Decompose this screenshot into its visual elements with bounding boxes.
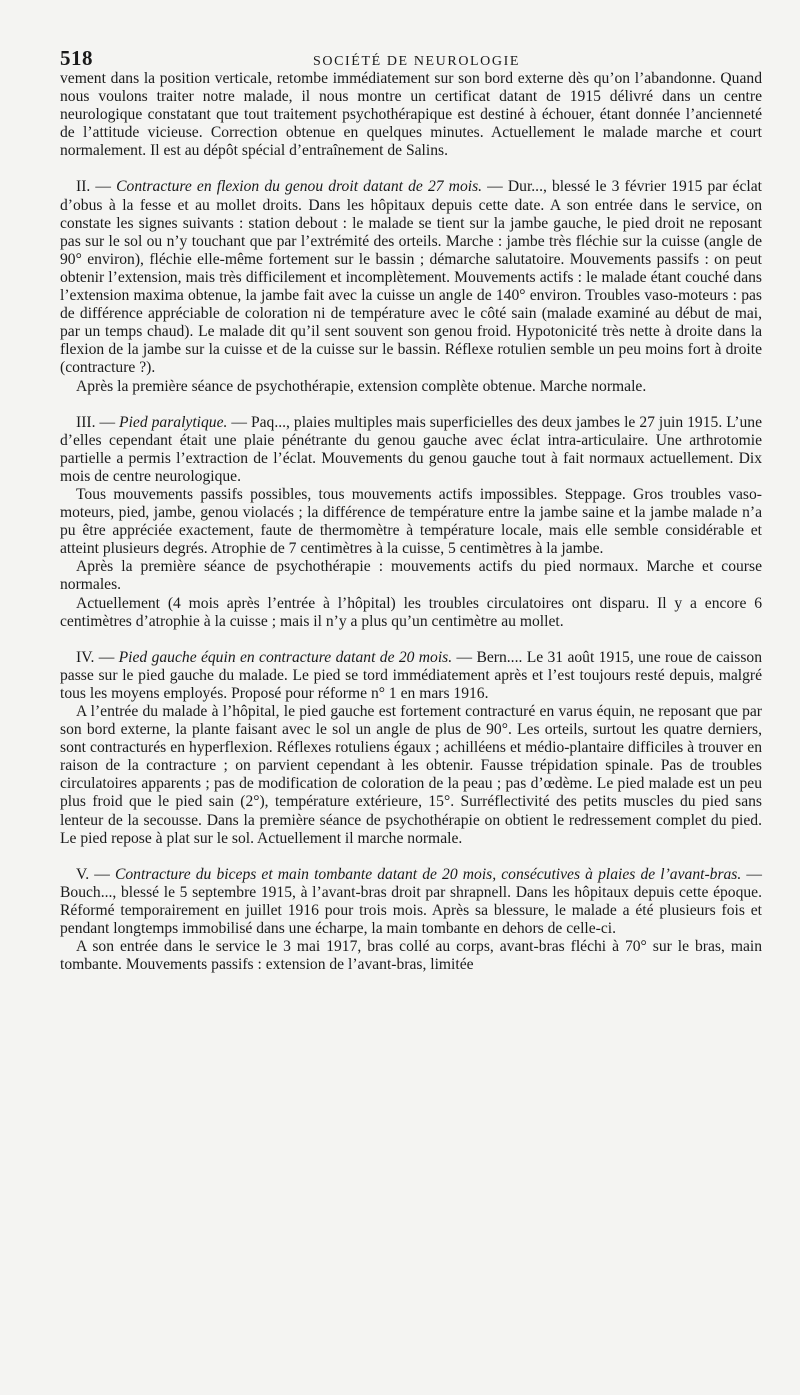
case-4-text: — Bern.... Le 31 août 1915, une roue de caisson passe sur le pied gauche du malade. Le pied se tord immédiatement après et l’est toujours resté depuis, malgré tous les moyens employés. Proposé pour réforme n° 1 en mars 1916.: [60, 648, 763, 702]
case-3-result: Après la première séance de psychothérapie : mouvements actifs du pied normaux. Marche et course normales.: [60, 558, 762, 594]
paragraph-case-1-end: vement dans la position verticale, retombe immédiatement sur son bord externe dès qu’on l’abandonne. Quand nous voulons traiter notre malade, il nous montre un certificat datant de 1915 délivré dans un centre neurologique constatant que tout traitement psychothérapique est destiné à échouer, étant donnée l’ancienneté de l’attitude vicieuse. Correction obtenue en quelques minutes. Actuellement le malade marche et court normalement. Il est au dépôt spécial d’entraînement de Salins.: [60, 70, 762, 160]
case-3-exam: Tous mouvements passifs possibles, tous mouvements actifs impossibles. Steppage. Gros troubles vaso-moteurs, pied, jambe, genou violacés ; la différence de température entre la jambe saine et la jambe malade n’a pu être appréciée exactement, faute de thermomètre à température locale, mais elle semble considérable et atteint plusieurs degrés. Atrophie de 7 centimètres à la cuisse, 5 centimètres à la jambe.: [60, 485, 762, 558]
case-3-text: — Paq..., plaies multiples mais superficielles des deux jambes le 27 juin 1915. L’une d’elles cependant était une plaie pénétrante du genou gauche avec éclat intra-articulaire. Une arthrotomie partielle a permis l’extraction de l’éclat. Mouvements du genou gauche tout à fait normaux actuellement. Dix mois de centre neurologique.: [60, 413, 763, 485]
section-gap: [60, 160, 762, 178]
article-body: [60, 70, 762, 974]
journal-title: SOCIÉTÉ DE NEUROLOGIE: [313, 54, 521, 69]
case-5-text: — Bouch..., blessé le 5 septembre 1915, à l’avant-bras droit par shrapnell. Dans les hôpitaux depuis cette époque. Réformé temporairement en juillet 1916 pour trois mois. Après sa blessure, le malade a été plusieurs fois et pendant longtemps immobilisé dans une écharpe, la main tombante en dehors de celle-ci.: [60, 865, 762, 938]
case-5-title: Contracture du biceps et main tombante datant de 20 mois, consécutives à plaies de l’avant-bras.: [114, 865, 742, 883]
case-3-number: III. —: [76, 413, 120, 431]
section-gap: [60, 396, 762, 414]
running-head: [60, 0, 762, 70]
case-2-paragraph: [60, 178, 762, 377]
case-5-number: V. —: [76, 865, 115, 883]
case-4-number: IV. —: [76, 648, 119, 666]
case-2-result: Après la première séance de psychothérapie, extension complète obtenue. Marche normale.: [76, 377, 647, 395]
section-gap: [60, 848, 762, 866]
case-4-paragraph: [60, 649, 762, 703]
case-2-title: Contracture en flexion du genou droit datant de 27 mois.: [116, 178, 483, 196]
case-2-text: — Dur..., blessé le 3 février 1915 par éclat d’obus à la fesse et au mollet droits. Dans les hôpitaux depuis cette date. A son entrée dans le service, on constate les signes suivants : station debout : le malade se tient sur la jambe gauche, le pied droit ne reposant pas sur le sol ou n’y touchant que par l’extrémité des orteils. Marche : jambe très fléchie sur la cuisse (angle de 90° environ), fléchie elle-même fortement sur le bassin ; démarche salutatoire. Mouvements passifs : on peut obtenir l’extension, mais très difficilement et incomplètement. Mouvements actifs : le malade étant couché dans l’extension maxima obtenue, la jambe fait avec la cuisse un angle de 140° environ. Troubles vaso-moteurs : pas de différence appréciable de coloration ni de température avec le côté sain (malade examiné au début de mai, par un temps chaud). Le malade dit qu’il sent souvent son genou froid. Hypotonicité très nette à droite dans la flexion de la jambe sur la cuisse et de la cuisse sur le bassin. Réflexe rotulien semble un peu moins fort à droite (contracture ?).: [60, 178, 762, 377]
case-5-paragraph: [60, 866, 762, 938]
case-4-title: Pied gauche équin en contracture datant de 20 mois.: [118, 648, 453, 666]
section-gap: [60, 631, 762, 649]
page-number: 518: [60, 46, 93, 70]
case-5-exam: A son entrée dans le service le 3 mai 1917, bras collé au corps, avant-bras fléchi à 70° sur le bras, main tombante. Mouvements passifs : extension de l’avant-bras, limitée: [60, 938, 762, 974]
case-3-title: Pied paralytique.: [119, 413, 228, 431]
case-3-followup: Actuellement (4 mois après l’entrée à l’hôpital) les troubles circulatoires ont disparu. Il y a encore 6 centimètres d’atrophie à la cuisse ; mais il n’y a plus qu’un centimètre au mollet.: [60, 594, 762, 630]
case-3-paragraph: [60, 414, 762, 486]
case-4-exam: A l’entrée du malade à l’hôpital, le pied gauche est fortement contracturé en varus équin, ne reposant que par son bord externe, la plante faisant avec le sol un angle de plus de 90°. Les orteils, surtout les quatre derniers, sont contracturés en hyperflexion. Réflexes rotuliens égaux ; achilléens et médio-plantaire difficiles à trouver en raison de la contracture ; on parvient cependant à les obtenir. Fausse trépidation spinale. Pas de troubles circulatoires apparents ; pas de modification de coloration de la peau ; pas d’œdème. Le pied malade est un peu plus froid que le pied sain (2°), température extérieure, 15°. Surréflectivité des petits muscles du pied sans lenteur de la secousse. Dans la première séance de psychothérapie on obtient le redressement complet du pied. Le pied repose à plat sur le sol. Actuellement il marche normale.: [60, 703, 762, 847]
case-2-number: II. —: [76, 178, 117, 196]
